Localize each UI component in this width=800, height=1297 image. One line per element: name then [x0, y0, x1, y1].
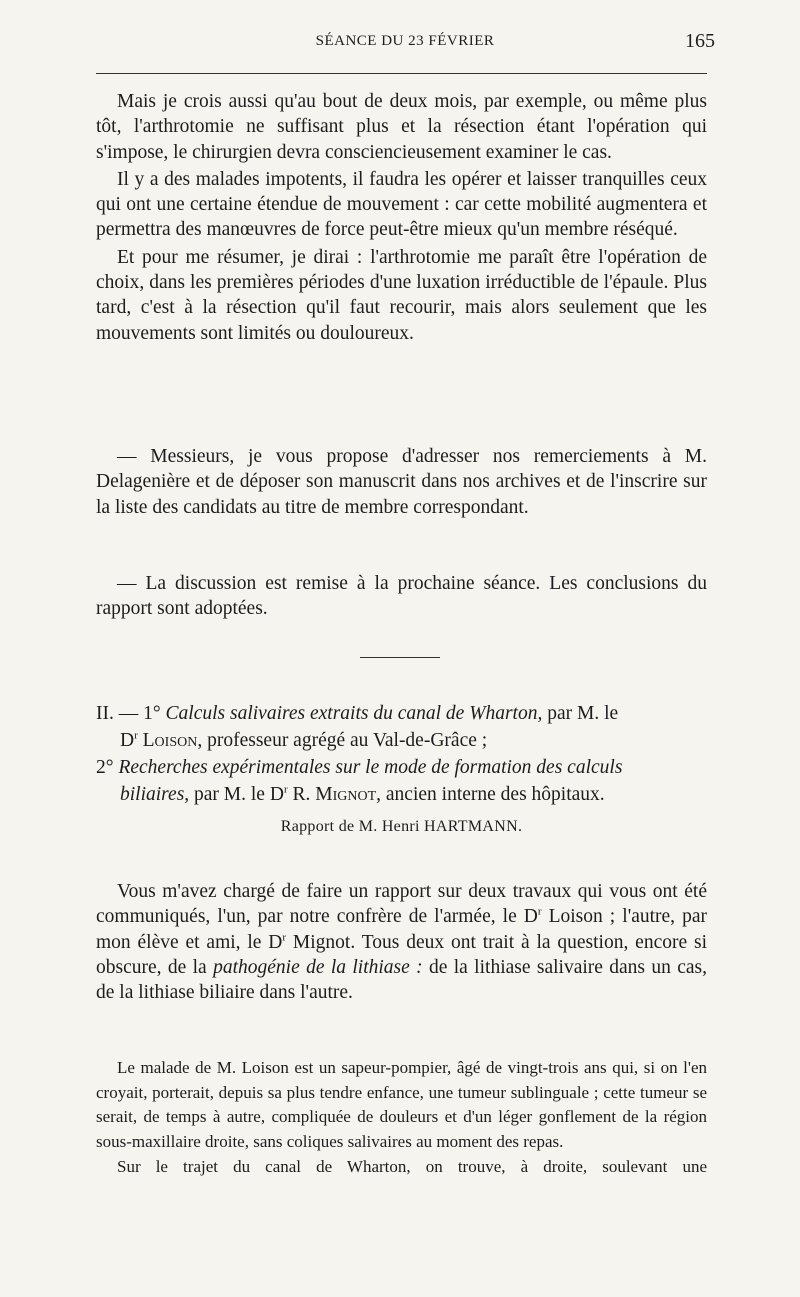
report-paragraph: Vous m'avez chargé de faire un rapport sur deux travaux qui vous ont été communiqués, l'un, par notre confrère de l'armée, le $D^r$ Loison ; l'autre, par mon élève et ami, le $D^r$ Mignot. Tous deux ont trait à la question, encore si obscure, de la pathogénie de la lithiase : de la lithiase salivaire dans un cas, de la lithiase biliaire dans l'autre. [96, 881, 707, 1004]
title-line-3: 2° Recherches expérimentales sur le mode de formation des calculs [96, 757, 623, 778]
title-line-1: II. — 1° Calculs salivaires extraits du canal de Wharton, par M. le [96, 703, 619, 724]
page-number: 165 [685, 30, 715, 52]
motion-paragraph [96, 444, 707, 520]
paragraph: Il y a des malades impotents, il faudra les opérer et laisser tranquilles ceux qui ont une certaine étendue de mouvement : car cette mobilité augmentera et permettra des manœuvres de force peut-être mieux qu'un membre réséqué. [96, 168, 707, 241]
title-line-4: biliaires, par M. le $D^r$ R. Mignot, ancien interne des hôpitaux. [120, 783, 605, 805]
paragraph: Et pour me résumer, je dirai : l'arthrotomie me paraît être l'opération de choix, dans les premières périodes d'une luxation irréductible de l'épaule. Plus tard, c'est à la résection qu'il faut recourir, mais alors seulement que les mouvements sont limités ou douloureux. [96, 246, 707, 344]
section-divider [360, 657, 440, 658]
paragraph: — La discussion est remise à la prochaine séance. Les conclusions du rapport sont adoptées. [96, 573, 707, 620]
paragraph: Mais je crois aussi qu'au bout de deux mois, par exemple, ou même plus tôt, l'arthrotomie ne suffisant plus et la résection étant l'opération qui s'impose, le chirurgien devra consciencieusement examiner le cas. [96, 91, 707, 163]
case-description [96, 1056, 707, 1180]
discussion-text [96, 89, 707, 346]
title-line-2: $D^r$ Loison, professeur agrégé au Val-de-Grâce ; [120, 729, 488, 751]
running-header: SÉANCE DU 23 FÉVRIER [315, 33, 495, 49]
section-title [96, 700, 707, 808]
discussion-conclusion [96, 571, 707, 622]
paragraph: Le malade de M. Loison est un sapeur-pompier, âgé de vingt-trois ans qui, si on l'en croyait, porterait, depuis sa plus tendre enfance, une tumeur sublinguale ; cette tumeur se serait, de temps à autre, compliquée de douleurs et d'un léger gonflement de la région sous-maxillaire droite, sans coliques salivaires au moment des repas. [96, 1058, 707, 1151]
paragraph: — Messieurs, je vous propose d'adresser nos remerciements à M. Delagenière et de déposer son manuscrit dans nos archives et de l'inscrire sur la liste des candidats au titre de membre correspondant. [96, 446, 707, 518]
rapport-byline: Rapport de M. Henri HARTMANN. [280, 818, 523, 835]
paragraph: Sur le trajet du canal de Wharton, on trouve, à droite, soulevant une [117, 1157, 707, 1177]
header-rule [96, 73, 707, 74]
